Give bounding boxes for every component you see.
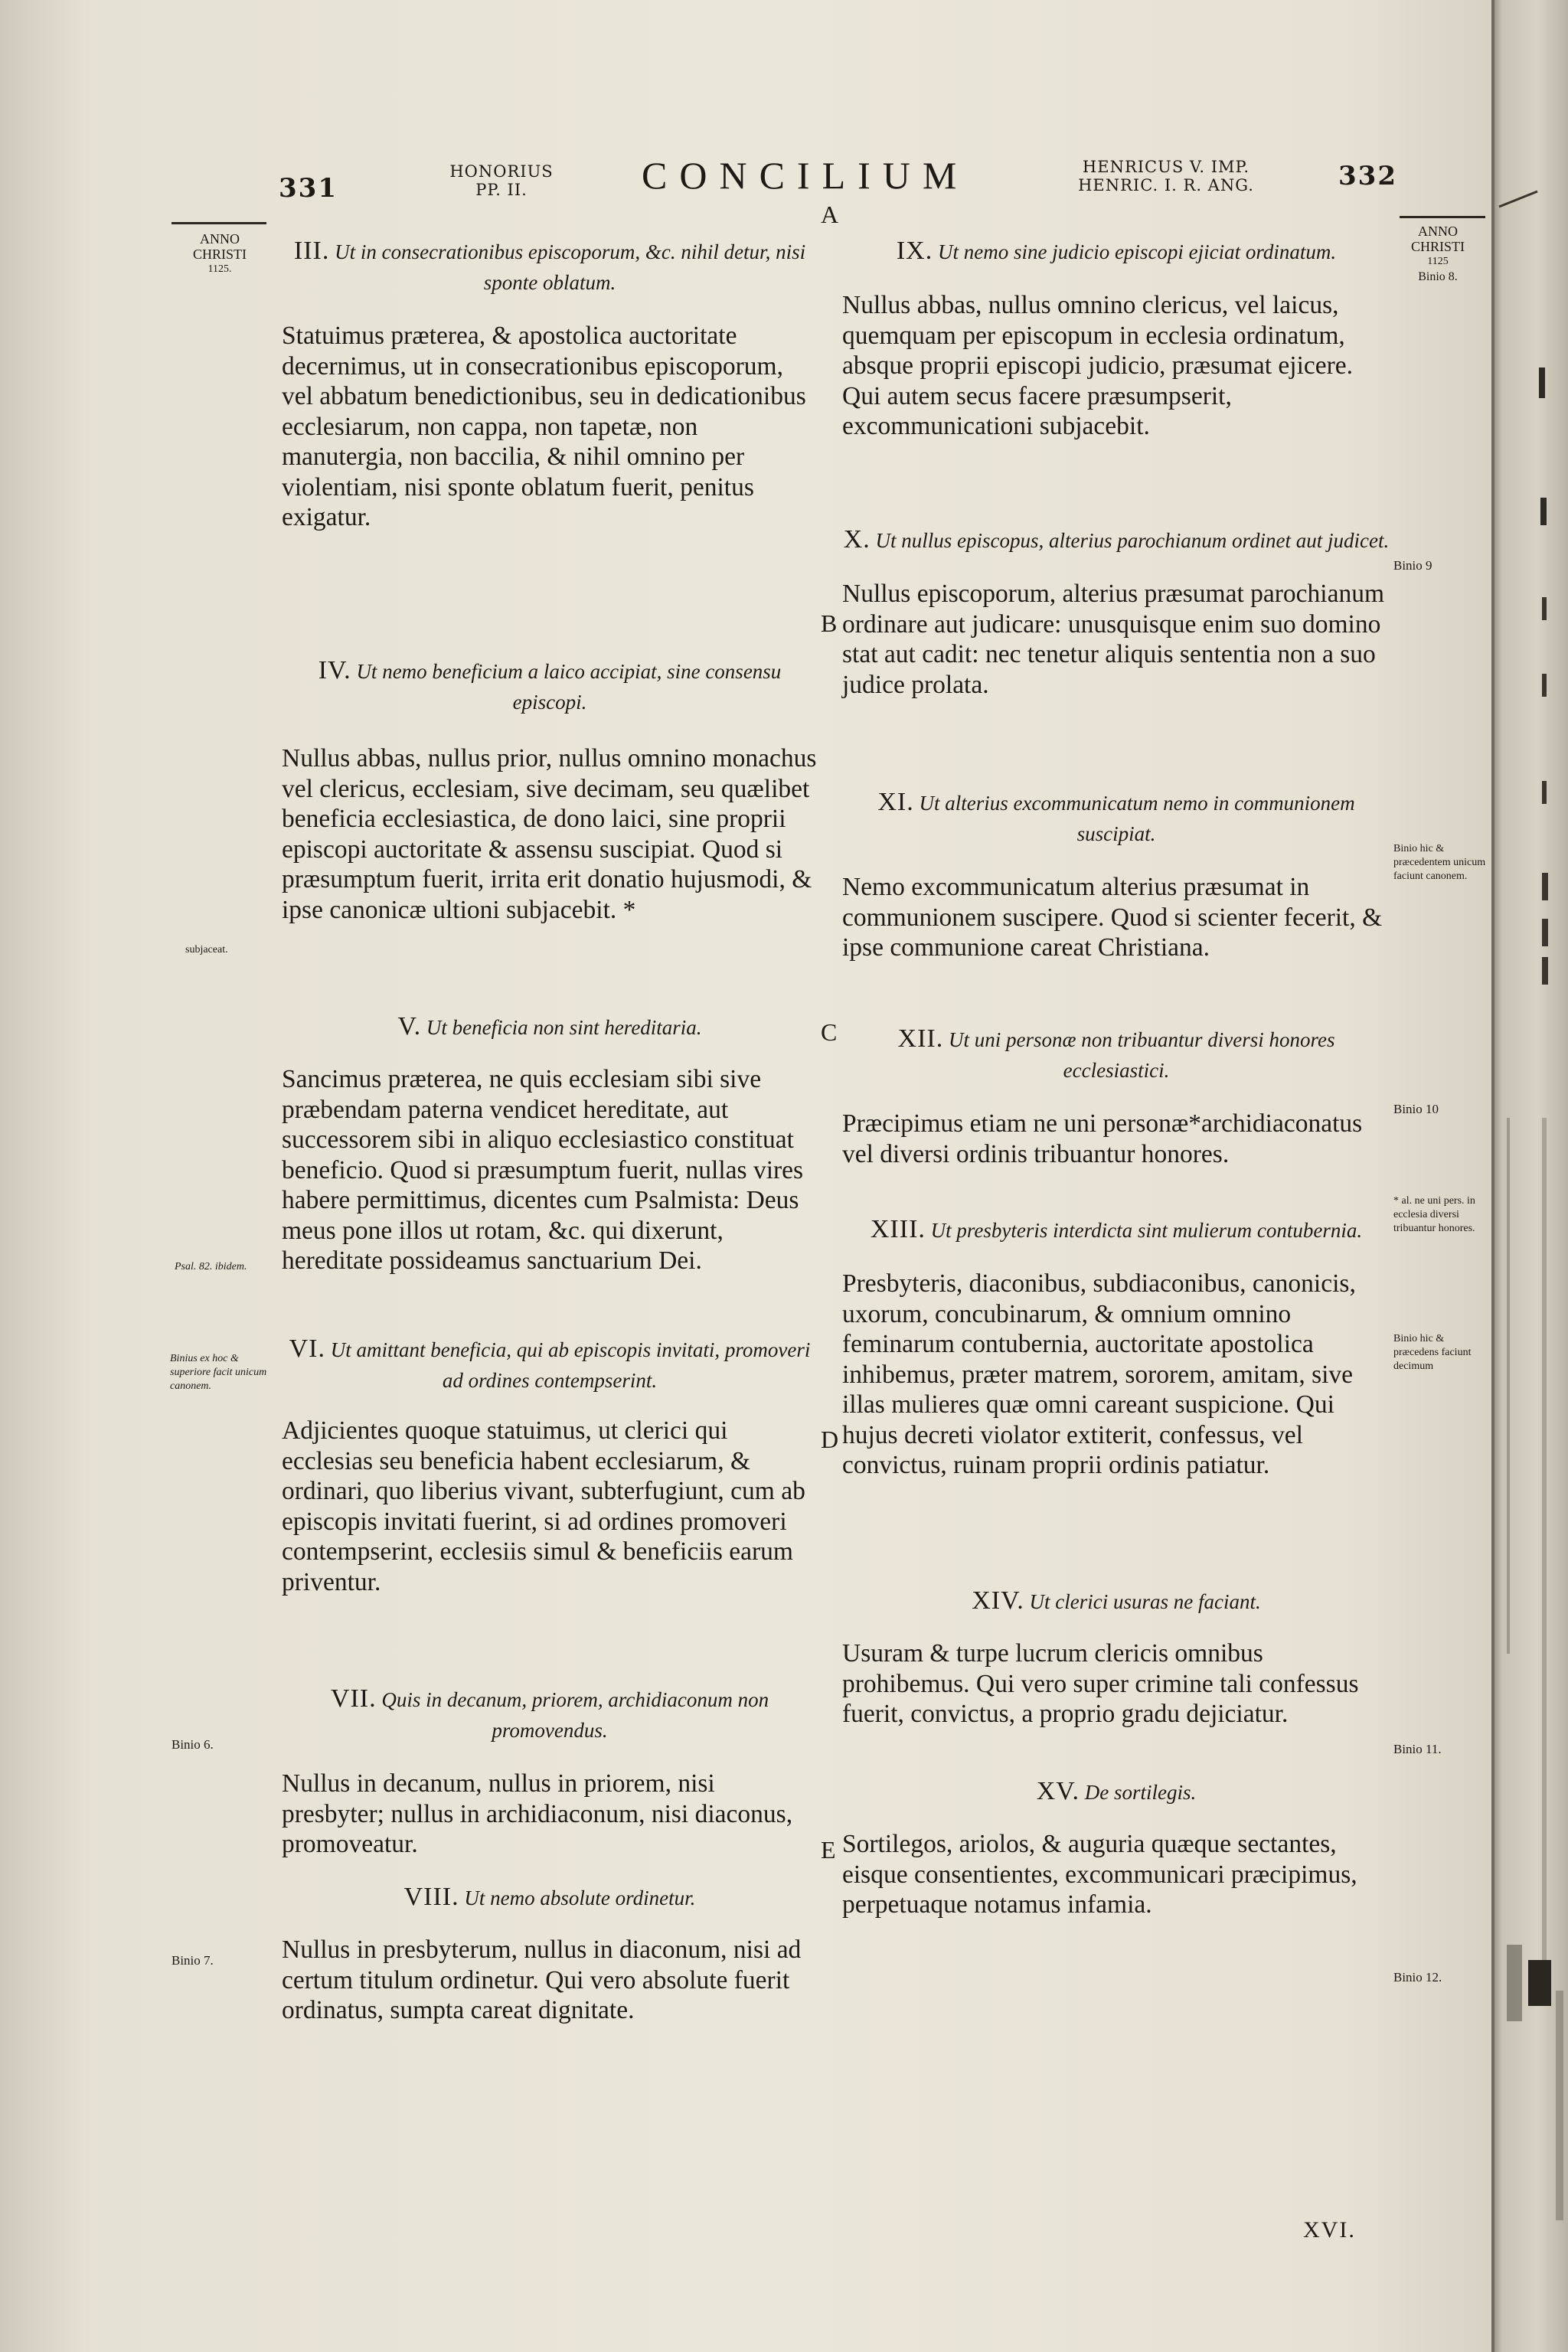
canon-text: Nullus abbas, nullus prior, nullus omnino monachus vel clericus, ecclesiam, sive decimam, seu quælibet beneficia ecclesiastica, de dono laici, sine proprii episcopi auctoritate & assensu suscipiat. Quod si præsumptum fuerit, irrita erit donatio hujusmodi, & ipse canonicæ ultioni subjacebit. * xyxy=(282,744,817,924)
canon-number: XV. xyxy=(1036,1777,1080,1805)
left-column xyxy=(282,236,818,2026)
canon-title: Ut nemo absolute ordinetur. xyxy=(464,1886,696,1909)
canon-heading xyxy=(842,1586,1390,1617)
canon-number: VII. xyxy=(330,1684,377,1713)
canon-title: Ut nullus episcopus, alterius parochianum ordinet aut judicet. xyxy=(875,529,1390,552)
header-rule-right xyxy=(1400,216,1485,218)
canon-heading xyxy=(842,236,1390,267)
margin-letter-e: E xyxy=(821,1836,836,1864)
canon-text: Sortilegos, ariolos, & auguria quæque sectantes, eisque consentientes, excommunicari præcipimus, perpetuaque notamus infamia. xyxy=(842,1830,1357,1919)
canon-13 xyxy=(842,1214,1390,1570)
canon-7 xyxy=(282,1684,818,1860)
canon-number: VI. xyxy=(289,1334,325,1363)
canon-number: VIII. xyxy=(403,1883,459,1911)
anno-right-year: 1125 xyxy=(1427,256,1449,267)
canon-text: Usuram & turpe lucrum clericis omnibus prohibemus. Qui vero super crimine tali confessus fuerit, convictus, a proprio gradu dejiciatur. xyxy=(842,1639,1359,1728)
margin-letter-d: D xyxy=(821,1426,839,1453)
canon-text: Nemo excommunicatum alterius præsumat in communionem suscipere. Quod si scienter fecerit, & ipse communione careat Christiana. xyxy=(842,873,1383,962)
folio-left: 331 xyxy=(279,173,338,204)
header-left-line2: PP. II. xyxy=(475,181,528,199)
canon-text: Presbyteris, diaconibus, subdiaconibus, canonicis, uxorum, concubinarum, & omnium omnino feminarum contubernia, auctoritate apostolica inhibemus, præter matrem, sororem, amitam, sive illas mulieres quæ omni careant suspicione. Qui hujus decreti violator extiterit, confessus, vel convictus, ruinam proprii ordinis patiatur. xyxy=(842,1269,1356,1479)
page-title: CONCILIUM xyxy=(642,154,969,197)
canon-text: Nullus episcoporum, alterius præsumat parochianum ordinare aut judicare: unusquisque enim suo domino stat aut cadit: nec tenetur aliquis sententia non a suo judice prolata. xyxy=(842,580,1385,699)
canon-heading xyxy=(282,1334,818,1396)
canon-title: Ut in consecrationibus episcoporum, &c. nihil detur, nisi sponte oblatum. xyxy=(335,240,806,294)
margin-note: Psal. 82. ibidem. xyxy=(175,1261,247,1272)
margin-note: * al. ne uni pers. in ecclesia diversi tribuantur honores. xyxy=(1393,1195,1475,1234)
canon-5 xyxy=(282,1011,818,1306)
canon-title: Ut beneficia non sint hereditaria. xyxy=(426,1016,702,1039)
canon-title: Ut uni personæ non tribuantur diversi honores ecclesiastici. xyxy=(948,1028,1335,1082)
canon-heading xyxy=(842,1214,1390,1246)
margin-note: Binio 10 xyxy=(1393,1102,1439,1116)
anno-right-note: Binio 8. xyxy=(1418,270,1458,283)
header-right-caption xyxy=(1063,158,1269,194)
canon-3 xyxy=(282,236,818,623)
margin-note: Binius ex hoc & superiore facit unicum canonem. xyxy=(170,1353,267,1392)
anno-right-line2: CHRISTI xyxy=(1410,239,1465,254)
canon-text: Sancimus præterea, ne quis ecclesiam sibi sive præbendam paterna vendicet hereditate, aut successorem sibi in aliquo ecclesiastico constituat beneficio. Quod si præsumptum fuerit, nullas vires habere permittimus, dicentes cum Psalmista: Deus meus pone illos ut rotam, &c. qui dixerunt, hereditate possideamus sanctuarium Dei. xyxy=(282,1065,804,1275)
canon-8 xyxy=(282,1882,818,2026)
canon-10 xyxy=(842,524,1390,760)
anno-left-line1: ANNO xyxy=(200,231,240,247)
margin-note: Binio 6. xyxy=(172,1737,214,1752)
canon-text: Nullus abbas, nullus omnino clericus, vel laicus, quemquam per episcopum in ecclesia ordinatum, absque proprii episcopi judicio, præsumat ejicere. Qui autem secus facere præsumpserit, excommunicationi subjacebit. xyxy=(842,291,1354,440)
facing-page-edge xyxy=(1491,0,1568,2352)
canon-heading xyxy=(842,524,1390,556)
margin-note: subjaceat. xyxy=(185,944,228,956)
canon-text: Adjicientes quoque statuimus, ut clerici qui ecclesias seu beneficia habent ecclesiarum, & ordinari, quo liberius vivant, subterfugiunt, cum ab episcopis invitati fuerint, si ad ordines promoveri contempserint, ecclesiis simul & beneficiis earum priventur. xyxy=(282,1416,805,1596)
margin-letter-b: B xyxy=(821,609,838,637)
anno-left-line2: CHRISTI xyxy=(192,247,247,262)
canon-11 xyxy=(842,787,1390,993)
canon-title: Ut alterius excommunicatum nemo in communionem suscipiat. xyxy=(919,792,1355,845)
canon-heading xyxy=(282,1882,818,1913)
margin-note: Binio 9 xyxy=(1393,558,1432,573)
canon-4 xyxy=(282,655,818,985)
canon-title: Ut amittant beneficia, qui ab episcopis invitati, promoveri ad ordines contempserint. xyxy=(330,1338,811,1392)
canon-text: Statuimus præterea, & apostolica auctoritate decernimus, ut in consecrationibus episcoporum, vel abbatum benedictionibus, seu in dedicationibus ecclesiarum, non cappa, non tapetæ, non manutergia, non baccilia, & nihil omnino per violentiam, nisi sponte oblatum fuerit, penitus exigatur. xyxy=(282,322,806,531)
canon-number: III. xyxy=(293,237,330,265)
margin-letter-a: A xyxy=(821,201,839,228)
canon-number: XIII. xyxy=(870,1215,926,1243)
header-right-line2: HENRIC. I. R. ANG. xyxy=(1078,176,1254,194)
anno-right-line1: ANNO xyxy=(1418,224,1458,239)
canon-number: IV. xyxy=(318,656,351,684)
facing-page-texture xyxy=(1491,0,1568,2352)
canon-heading xyxy=(282,1011,818,1043)
anno-left-year: 1125. xyxy=(207,263,232,275)
canon-heading xyxy=(842,787,1390,849)
anno-christi-right xyxy=(1392,224,1484,285)
canon-title: Quis in decanum, priorem, archidiaconum non promovendus. xyxy=(381,1688,769,1742)
canon-heading xyxy=(842,1024,1390,1086)
canon-heading xyxy=(282,1684,818,1746)
margin-note: Binio 11. xyxy=(1393,1742,1442,1756)
canon-number: IX. xyxy=(896,237,933,265)
margin-note: Binio hic & præcedens faciunt decimum xyxy=(1393,1333,1472,1372)
canon-heading xyxy=(282,236,818,298)
folio-right: 332 xyxy=(1338,161,1397,191)
canon-title: Ut presbyteris interdicta sint mulierum contubernia. xyxy=(930,1219,1363,1242)
header-right-line1: HENRICUS V. IMP. xyxy=(1082,158,1250,176)
anno-christi-left xyxy=(170,231,270,277)
canon-title: Ut nemo beneficium a laico accipiat, sine consensu episcopi. xyxy=(356,660,782,714)
signature-mark: XVI. xyxy=(1303,2217,1356,2243)
margin-note: Binio hic & præcedentem unicum faciunt canonem. xyxy=(1393,843,1486,882)
margin-letter-c: C xyxy=(821,1018,838,1046)
canon-number: XII. xyxy=(897,1024,944,1053)
canon-text: Præcipimus etiam ne uni personæ*archidiaconatus vel diversi ordinis tribuantur honores. xyxy=(842,1109,1363,1168)
canon-title: Ut clerici usuras ne faciant. xyxy=(1029,1590,1261,1613)
canon-title: De sortilegis. xyxy=(1084,1781,1197,1804)
margin-note: Binio 12. xyxy=(1393,1970,1442,1984)
header-rule-left xyxy=(172,222,266,224)
header-left-line1: HONORIUS xyxy=(449,162,554,181)
canon-number: V. xyxy=(397,1012,422,1040)
canon-text: Nullus in decanum, nullus in priorem, nisi presbyter; nullus in archidiaconum, nisi diaconus, promoveatur. xyxy=(282,1769,793,1858)
canon-number: XI. xyxy=(877,788,914,816)
canon-6 xyxy=(282,1334,818,1658)
right-column xyxy=(842,236,1390,1920)
canon-9 xyxy=(842,236,1390,501)
canon-heading xyxy=(842,1776,1390,1808)
canon-number: XIV. xyxy=(972,1586,1024,1615)
header-left-caption xyxy=(425,162,578,199)
canon-number: X. xyxy=(843,525,871,554)
canon-title: Ut nemo sine judicio episcopi ejiciat ordinatum. xyxy=(937,240,1337,263)
canon-text: Nullus in presbyterum, nullus in diaconum, nisi ad certum titulum ordinetur. Qui vero absolute fuerit ordinatus, sumpta careat dignitate. xyxy=(282,1936,802,2024)
margin-note: Binio 7. xyxy=(172,1953,214,1968)
canon-heading xyxy=(282,655,818,717)
canon-12 xyxy=(842,1024,1390,1200)
canon-14 xyxy=(842,1586,1390,1759)
canon-15 xyxy=(842,1776,1390,1920)
